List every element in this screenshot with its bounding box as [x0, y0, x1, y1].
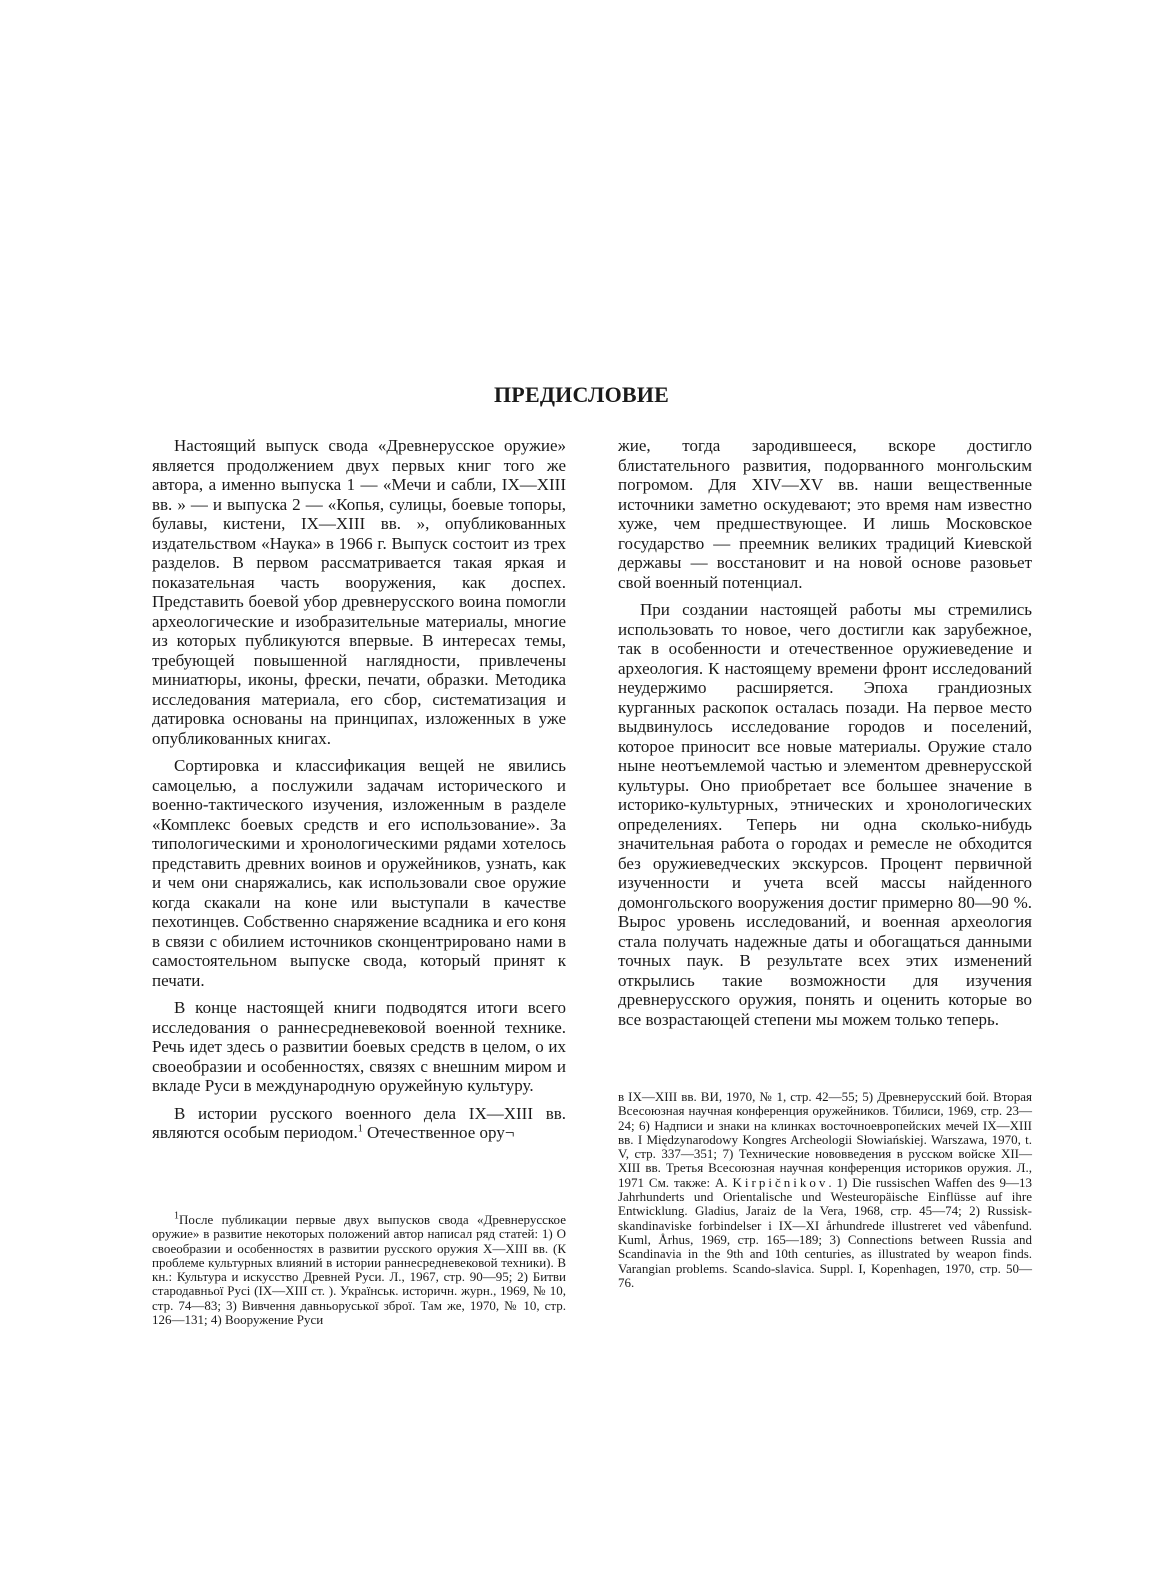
- paragraph-conclusion: В конце настоящей книги подводятся итоги всего исследования о раннесредневековой военной технике. Речь идет здесь о развитии боевых средств в целом, о их своеобразии и особенностях, связях с внешним миром и вкладе Руси в международную оружейную культуру.: [152, 998, 566, 1095]
- footnote-ref-1[interactable]: 1: [357, 1123, 363, 1135]
- paragraph-history: [152, 1104, 566, 1143]
- paragraph-classification: Сортировка и классификация вещей не явились самоцелью, а послужили задачам исторического и военно-тактического изучения, изложенным в разделе «Комплекс боевых средств и его использование». За типологическими и хронологическими рядами хотелось представить древних воинов и оружейников, узнать, как и чем они снаряжались, как использовали свое оружие когда скакали на коне или выступали в качестве пехотинцев. Собственно снаряжение всадника и его коня в связи с обилием источников сконцентрировано нами в самостоятельном выпуске свода, который принят к печати.: [152, 756, 566, 990]
- footnote-right: [618, 1090, 1032, 1290]
- footnote-right-text-1: в IX—XIII вв. ВИ, 1970, № 1, стр. 42—55; 5) Древнерусский бой. Вторая Всесоюзная научная конференция оружейников. Тбилиси, 1969, стр. 23—24; 6) Надписи и знаки на клинках восточноевропейских мечей IX—XIII вв. I Międzynarodowy Kongres Archeologii Słowiańskiej. Warszawa, 1970, t. V, стр. 337—351; 7) Технические нововведения в русском войске XII—XIII вв. Третья Всесоюзная научная конференция историков оружия. Л., 1971 См. также: A.: [618, 1089, 1032, 1190]
- footnote-marker-1: 1: [174, 1210, 179, 1222]
- footnote-right-text-2: . 1) Die russischen Waffen des 9—13 Jahrhunderts und Orientalische und Westeuropäische Einflüsse auf ihre Entwicklung. Gladius, Jaraiz de la Vera, 1968, стр. 45—74; 2) Russisk-skandinaviske forbindelser i IX—XI århundrede illustreret ved våbenfund. Kuml, Århus, 1969, стр. 165—189; 3) Connections between Russia and Scandinavia in the 9th and 10th centuries, as illustrated by weapon finds. Varangian problems. Scando-slavica. Suppl. I, Kopenhagen, 1970, стр. 50—76.: [618, 1174, 1033, 1290]
- page-title: ПРЕДИСЛОВИЕ: [494, 382, 669, 407]
- left-column: [152, 436, 566, 1151]
- paragraph-history-text: В истории русского военного дела IX—XIII вв. являются особым периодом.: [152, 1103, 566, 1142]
- right-column: [618, 436, 1032, 1037]
- paragraph-intro: Настоящий выпуск свода «Древнерусское оружие» является продолжением двух первых книг того же автора, а именно выпуска 1 — «Мечи и сабли, IX—XIII вв. » — и выпуска 2 — «Копья, сулицы, боевые топоры, булавы, кистени, IX—XIII вв. », опубликованных издательством «Наука» в 1966 г. Выпуск состоит из трех разделов. В первом рассматривается такая яркая и показательная часть вооружения, как доспех. Представить боевой убор древнерусского воина помогли археологические и изобразительные материалы, многие из которых публикуются впервые. В интересах темы, требующей повышенной наглядности, привлечены миниатюры, иконы, фрески, печати, образки. Методика исследования материала, его сбор, систематизация и датировка основаны на принципах, изложенных в уже опубликованных книгах.: [152, 436, 566, 748]
- footnote-author-name: Kirpičnikov: [732, 1174, 829, 1190]
- footnote-left-text: После публикации первые двух выпусков свода «Древнерусское оружие» в развитие некоторых положений автор написал ряд статей: 1) О своеобразии и особенностях в развитии русского оружия X—XIII вв. (К проблеме культурных влияний в истории раннесредневековой техники). В кн.: Культура и искусство Древней Руси. Л., 1967, стр. 90—95; 2) Битви стародавньої Русі (IX—XIII ст. ). Українськ. историчн. журн., 1969, № 10, стр. 74—83; 3) Вивчення давньоруської зброї. Там же, 1970, № 10, стр. 126—131; 4) Вооружение Руси: [152, 1212, 566, 1328]
- footnote-left: [152, 1210, 566, 1328]
- paragraph-continuation: жие, тогда зародившееся, вскоре достигло блистательного развития, подорванного монгольским погромом. Для XIV—XV вв. наши вещественные источники заметно оскудевают; это время нам известно хуже, чем предшествующее. И лишь Московское государство — преемник великих традиций Киевской державы — восстановит и на новой основе разовьет свой военный потенциал.: [618, 436, 1032, 592]
- paragraph-research: При создании настоящей работы мы стремились использовать то новое, чего достигли как зарубежное, так в особенности и отечественное оружиеведение и археология. К настоящему времени фронт исследований неудержимо расширяется. Эпоха грандиозных курганных раскопок осталась позади. На первое место выдвинулось исследование городов и поселений, которое приносит все новые материалы. Оружие стало ныне неотъемлемой частью и элементом древнерусской культуры. Оно приобретает все большее значение в историко-культурных, этнических и хронологических определениях. Теперь ни одна сколько-нибудь значительная работа о городах и ремесле не обходится без оружиеведческих экскурсов. Процент первичной изученности и учета всей массы найденного домонгольского вооружения достиг примерно 80—90 %. Вырос уровень исследований, и военная археология стала получать надежные даты и обогащаться данными точных паук. В результате всех этих изменений открылись такие возможности для изучения древнерусского оружия, понять и оценить которые во все возрастающей степени мы можем только теперь.: [618, 600, 1032, 1029]
- paragraph-history-text-end: Отечественное ору¬: [362, 1123, 515, 1142]
